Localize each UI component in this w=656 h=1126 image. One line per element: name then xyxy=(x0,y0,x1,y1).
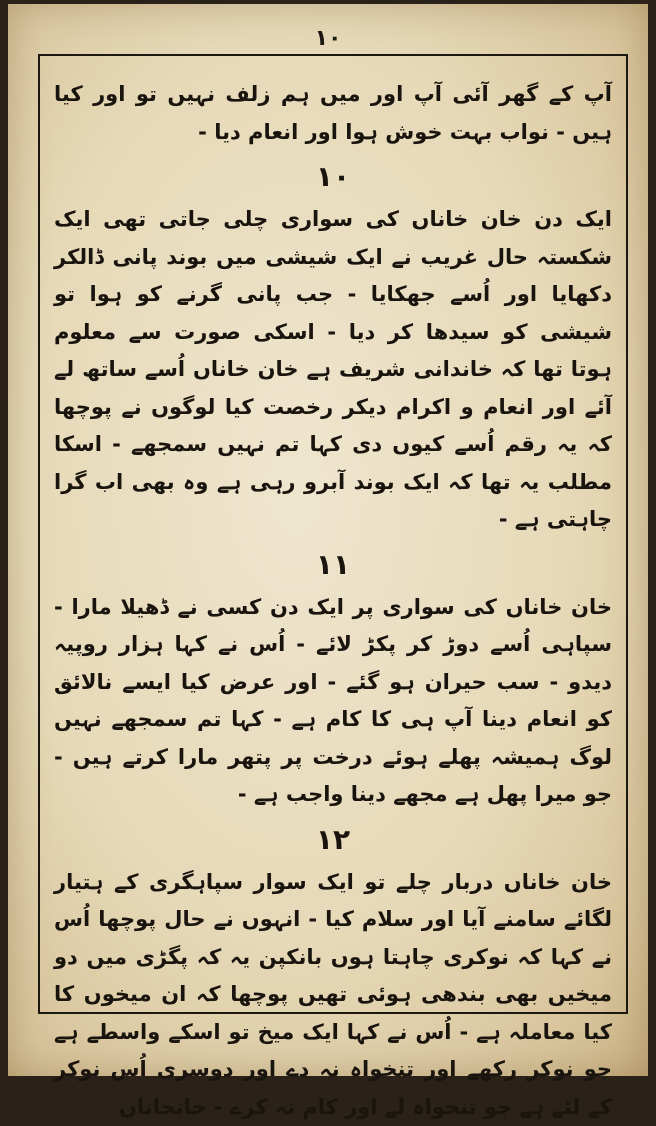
book-page xyxy=(8,4,648,1076)
section-number-11: ١١ xyxy=(54,543,612,587)
section-number-12: ١٢ xyxy=(54,818,612,862)
section-number-10: ١٠ xyxy=(54,155,612,199)
paragraph-10: ایک دن خان خاناں کی سواری چلی جاتی تھی ایک شکستہ حال غریب نے ایک شیشی میں بوند پانی ڈالکر دکھایا اور اُسے جھکایا - جب پانی گرنے کو ہوا تو شیشی کو سیدھا کر دیا - اسکی صورت سے معلوم ہوتا تھا کہ خاندانی شریف ہے خان خاناں اُسے ساتھ لے آئے اور انعام و اکرام دیکر رخصت کیا لوگوں نے پوچھا کہ یہ رقم اُسے کیوں دی کہا تم نہیں سمجھے - اسکا مطلب یہ تھا کہ ایک بوند آبرو رہی ہے وہ بھی اب گرا چاہتی ہے - xyxy=(54,201,612,539)
paragraph-intro: آپ کے گھر آئی آپ اور میں ہم زلف نہیں تو اور کیا ہیں - نواب بہت خوش ہوا اور انعام دیا - xyxy=(54,76,612,151)
paragraph-12: خان خاناں دربار چلے تو ایک سوار سپاہگری کے ہتیار لگائے سامنے آیا اور سلام کیا - انہوں نے حال پوچھا اُس نے کہا کہ نوکری چاہتا ہوں بانکپن یہ کہ پگڑی میں دو میخیں بھی بندھی ہوئی تھیں پوچھا کہ ان میخوں کا کیا معاملہ ہے - اُس نے کہا ایک میخ تو اسکے واسطے ہے جو نوکر رکھے اور تنخواہ نہ دے اور دوسری اُس نوکر کے لئے ہے جو تنخواہ لے اور کام نہ کرے - خانخاناں xyxy=(54,864,612,1126)
paragraph-11: خان خاناں کی سواری پر ایک دن کسی نے ڈھیلا مارا - سپاہی اُسے دوڑ کر پکڑ لائے - اُس نے کہا ہزار روپیہ دیدو - سب حیران ہو گئے - اور عرض کیا ایسے نالائق کو انعام دینا آپ ہی کا کام ہے - کہا تم سمجھے نہیں لوگ ہمیشہ پھلے ہوئے درخت پر پتھر مارا کرتے ہیں - جو میرا پھل ہے مجھے دینا واجب ہے - xyxy=(54,589,612,814)
page-number: ١٠ xyxy=(8,26,648,51)
text-frame xyxy=(38,54,628,1014)
page-content xyxy=(54,76,612,998)
